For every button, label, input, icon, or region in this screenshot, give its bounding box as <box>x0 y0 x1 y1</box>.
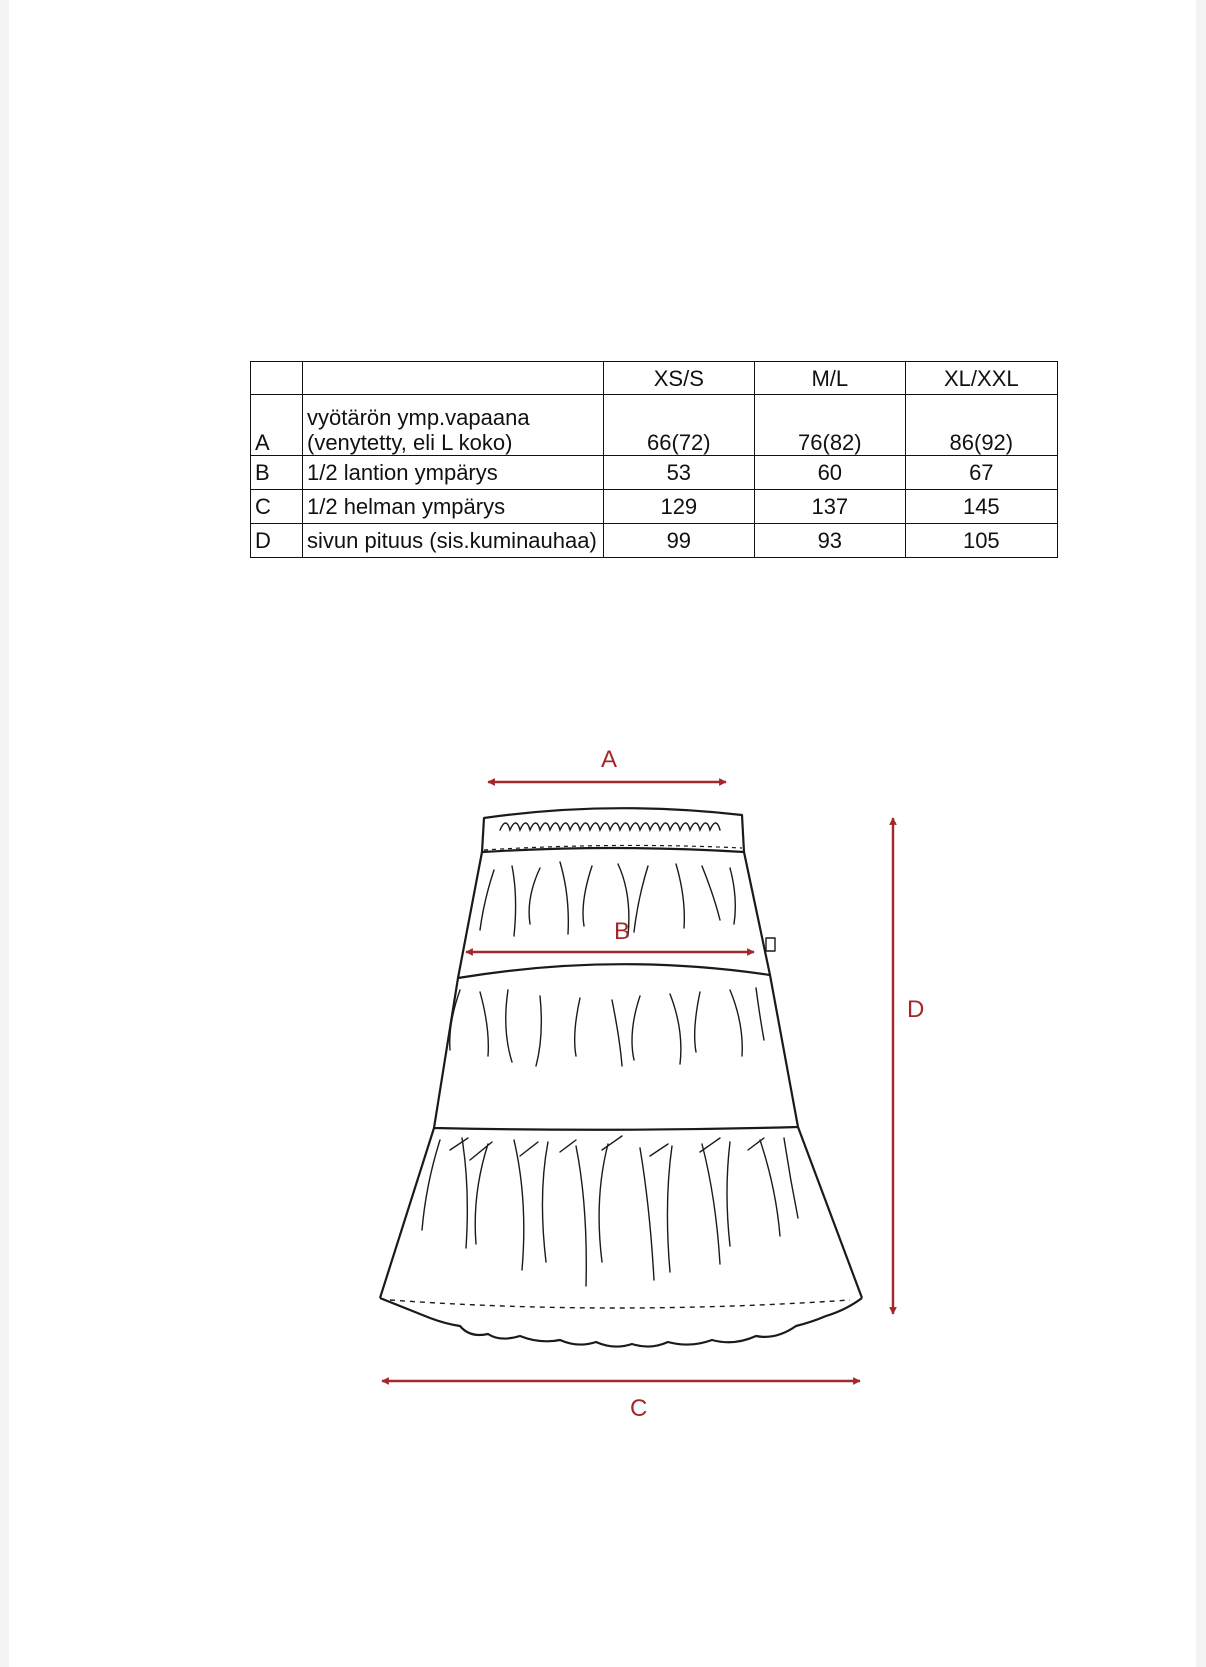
row-label: sivun pituus (sis.kuminauhaa) <box>303 524 604 558</box>
value-cell: 60 <box>754 456 905 490</box>
skirt-outline <box>380 808 862 1346</box>
header-size-xs-s: XS/S <box>603 362 754 395</box>
row-letter: D <box>251 524 303 558</box>
dimension-label-b: B <box>614 918 631 945</box>
value-cell: 76(82) <box>754 395 905 456</box>
value-cell: 66(72) <box>603 395 754 456</box>
gathering-lines <box>422 823 798 1286</box>
dimension-arrows <box>382 782 893 1381</box>
value-cell: 137 <box>754 490 905 524</box>
header-size-m-l: M/L <box>754 362 905 395</box>
value-cell: 105 <box>905 524 1057 558</box>
row-label: 1/2 helman ympärys <box>303 490 604 524</box>
row-letter: C <box>251 490 303 524</box>
row-letter: B <box>251 456 303 490</box>
value-cell: 93 <box>754 524 905 558</box>
value-cell: 67 <box>905 456 1057 490</box>
row-label: 1/2 lantion ympärys <box>303 456 604 490</box>
dimension-label-a: A <box>601 746 618 773</box>
row-letter: A <box>251 395 303 456</box>
header-size-xl-xxl: XL/XXL <box>905 362 1057 395</box>
value-cell: 53 <box>603 456 754 490</box>
value-cell: 129 <box>603 490 754 524</box>
value-cell: 99 <box>603 524 754 558</box>
value-cell: 145 <box>905 490 1057 524</box>
dimension-label-c: C <box>630 1395 648 1422</box>
row-label-line1: vyötärön ymp.vapaana <box>307 405 530 430</box>
dimension-label-d: D <box>907 996 925 1023</box>
value-cell: 86(92) <box>905 395 1057 456</box>
row-label-line2: (venytetty, eli L koko) <box>307 430 513 455</box>
